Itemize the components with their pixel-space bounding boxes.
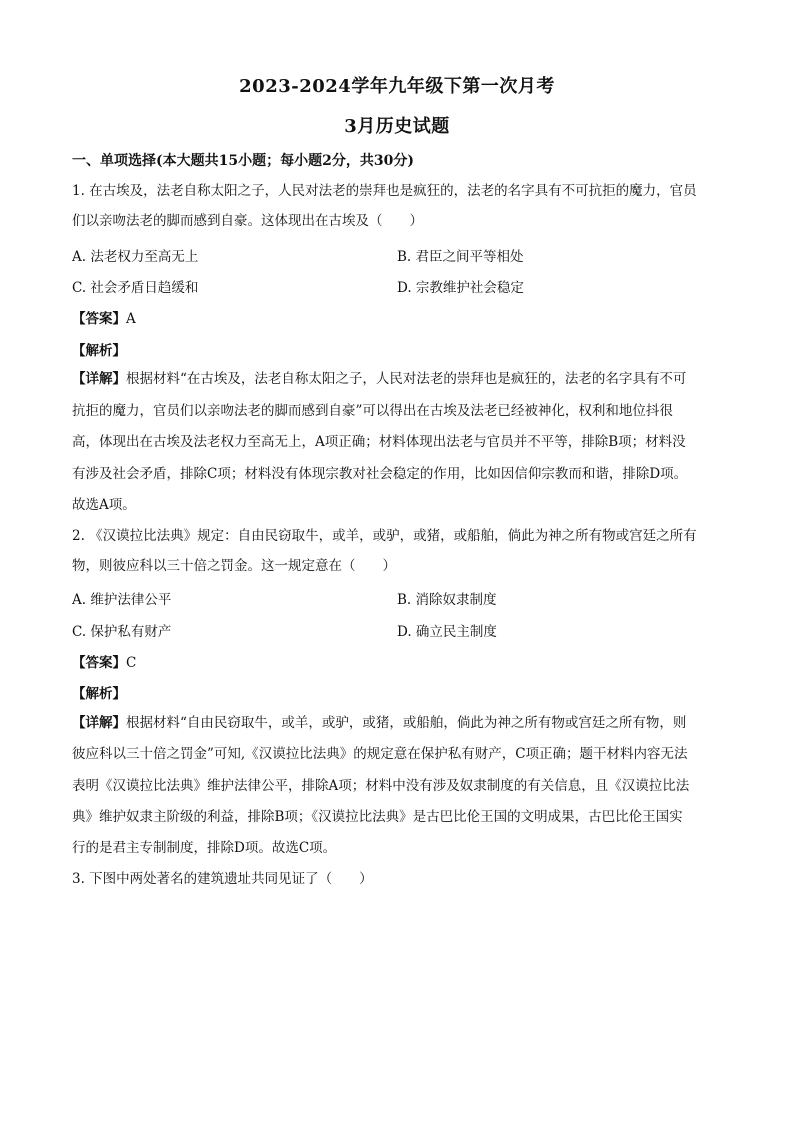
detail-label: 【详解】 <box>72 371 126 387</box>
q1-detail-line1 <box>72 370 732 388</box>
q1-answer <box>72 307 136 327</box>
q1-option-d: D. 宗教维护社会稳定 <box>397 280 524 296</box>
section-heading: 一、单项选择(本大题共15小题；每小题2分，共30分) <box>72 153 414 169</box>
q1-detail-line3: 高，体现出在古埃及法老权力至高无上，A项正确；材料体现出法老与官员并不平等，排除B项；材料没 <box>72 434 686 450</box>
q2-detail-line1 <box>72 714 732 732</box>
q1-option-c: C. 社会矛盾日趋缓和 <box>72 280 199 296</box>
q1-analysis-label: 【解析】 <box>72 343 126 359</box>
q2-answer <box>72 651 136 671</box>
q1-detail-line4: 有涉及社会矛盾，排除C项；材料没有体现宗教对社会稳定的作用，比如因信仰宗教而和谐，排除D项。 <box>72 466 688 482</box>
q2-option-d: D. 确立民主制度 <box>397 624 497 640</box>
page-title: 2023-2024学年九年级下第一次月考 <box>239 76 555 97</box>
page-subtitle: 3月历史试题 <box>344 116 450 137</box>
detail-text: 根据材料“在古埃及，法老自称太阳之子，人民对法老的崇拜也是疯狂的，法老的名字具有不可 <box>126 371 687 387</box>
q2-option-c: C. 保护私有财产 <box>72 624 172 640</box>
detail-text: 根据材料“自由民窃取牛，或羊，或驴，或猪，或船舶，倘此为神之所有物或宫廷之所有物，则 <box>126 715 687 731</box>
q1-option-b: B. 君臣之间平等相处 <box>397 249 524 265</box>
q2-detail-line3: 表明《汉谟拉比法典》维护法律公平，排除A项；材料中没有涉及奴隶制度的有关信息，且《汉谟拉比法 <box>72 778 690 794</box>
q2-detail-line2: 彼应科以三十倍之罚金”可知,《汉谟拉比法典》的规定意在保护私有财产，C项正确；题干材料内容无法 <box>72 746 688 762</box>
q2-stem-line2: 物，则彼应科以三十倍之罚金。这一规定意在（ ） <box>72 558 396 574</box>
answer-label: 【答案】 <box>72 311 126 327</box>
q1-detail-line5: 故选A项。 <box>72 497 136 513</box>
q2-detail-line5: 行的是君主专制制度，排除D项。故选C项。 <box>72 840 337 856</box>
q1-detail-line2: 抗拒的魔力，官员们以亲吻法老的脚而感到自豪”可以得出在古埃及法老已经被神化，权利和地位抖很 <box>72 403 673 419</box>
q2-option-b: B. 消除奴隶制度 <box>397 592 497 608</box>
q2-stem-line1: 2. 《汉谟拉比法典》规定：自由民窃取牛，或羊，或驴，或猪，或船舶，倘此为神之所有物或宫廷之所有 <box>72 528 697 544</box>
q2-option-a: A. 维护法律公平 <box>72 592 172 608</box>
answer-value: A <box>126 311 136 327</box>
answer-value: C <box>126 655 137 671</box>
q2-detail-line4: 典》维护奴隶主阶级的利益，排除B项；《汉谟拉比法典》是古巴比伦王国的文明成果，古巴比伦王国实 <box>72 809 683 825</box>
q1-stem-line2: 们以亲吻法老的脚而感到自豪。这体现出在古埃及（ ） <box>72 213 423 229</box>
q3-stem-line1: 3. 下图中两处著名的建筑遗址共同见证了（ ） <box>72 871 373 887</box>
q1-stem-line1: 1. 在古埃及，法老自称太阳之子，人民对法老的崇拜也是疯狂的，法老的名字具有不可抗拒的魔力，官员 <box>72 183 697 199</box>
detail-label: 【详解】 <box>72 715 126 731</box>
q1-option-a: A. 法老权力至高无上 <box>72 249 199 265</box>
answer-label: 【答案】 <box>72 655 126 671</box>
q2-analysis-label: 【解析】 <box>72 686 126 702</box>
